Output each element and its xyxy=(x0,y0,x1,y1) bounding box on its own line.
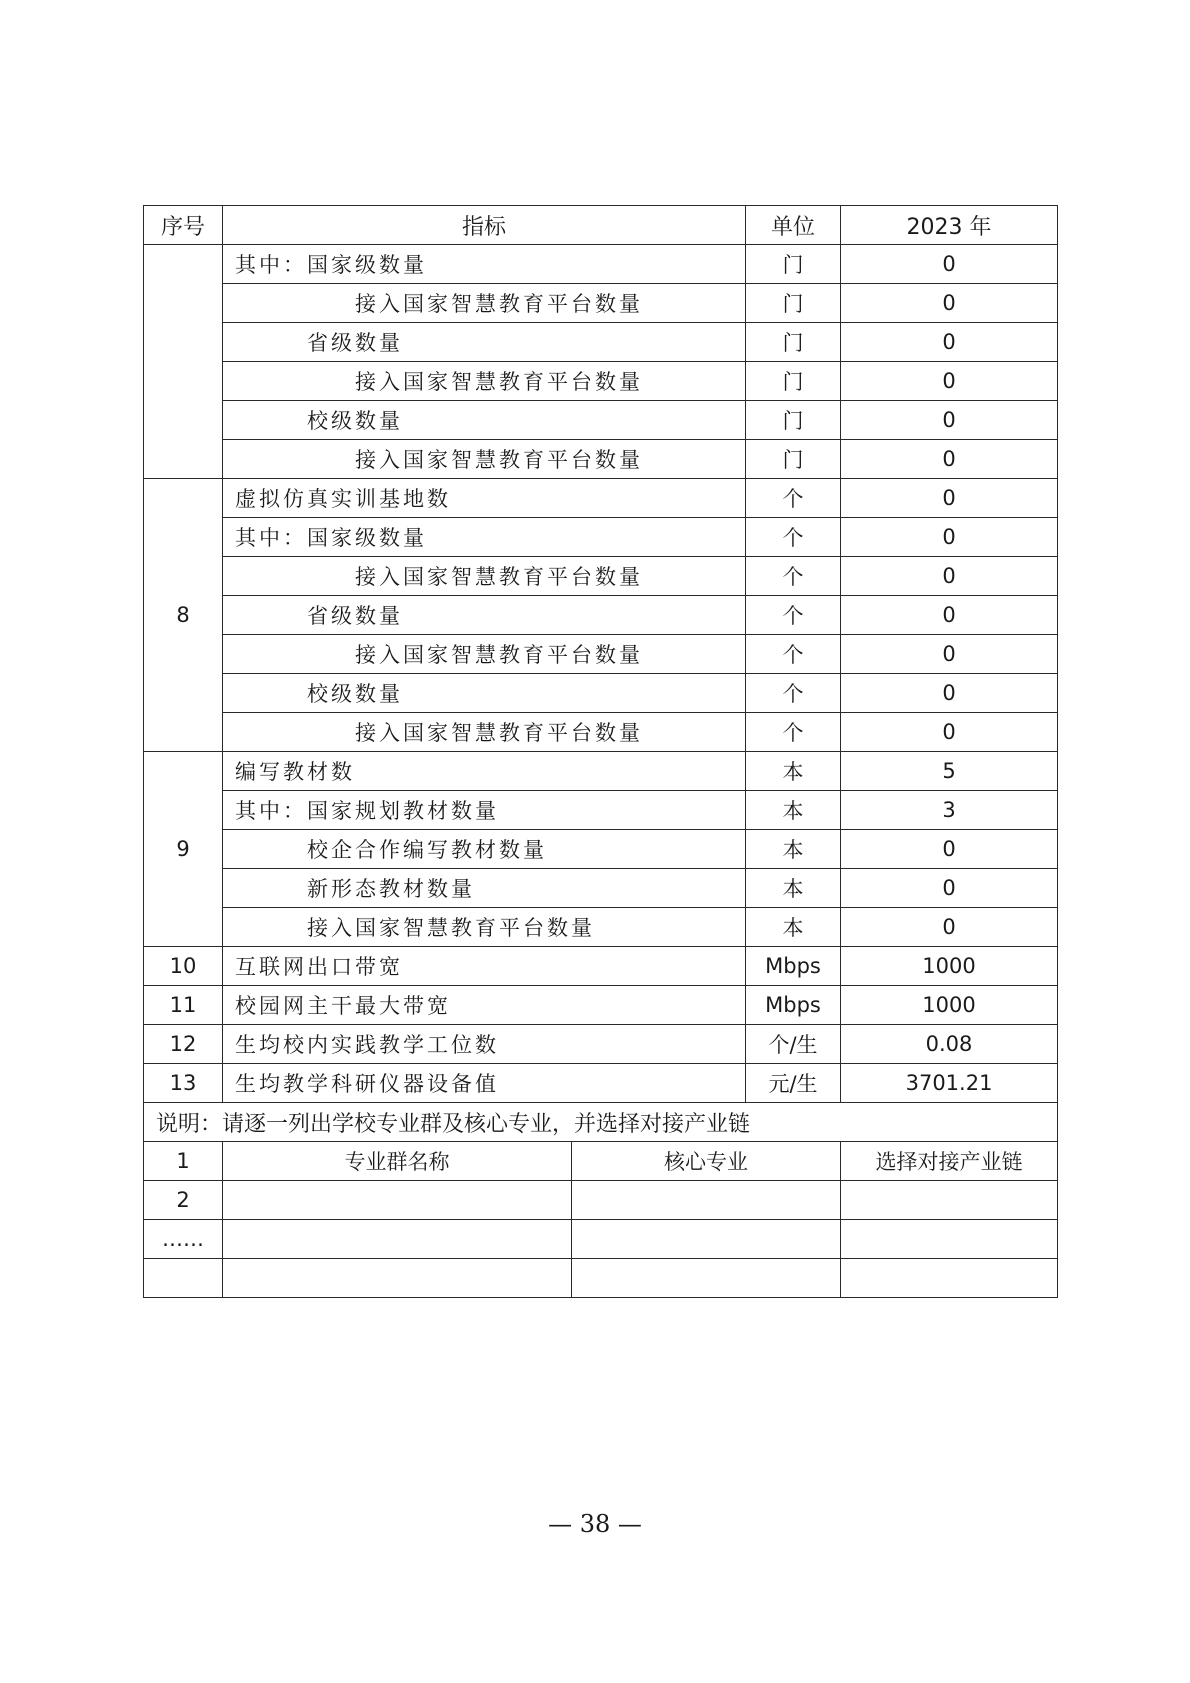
row-unit: 门 xyxy=(746,245,841,284)
row-value: 0 xyxy=(841,674,1058,713)
group-seq: 1 xyxy=(144,1142,223,1181)
row-value: 0 xyxy=(841,635,1058,674)
row-indicator: 接入国家智慧教育平台数量 xyxy=(223,440,746,479)
table-row xyxy=(144,674,1058,713)
table-row xyxy=(144,479,1058,518)
row-unit: 本 xyxy=(746,908,841,947)
row-unit: 本 xyxy=(746,869,841,908)
row-seq: 9 xyxy=(144,752,223,947)
note-row xyxy=(144,1103,1058,1142)
row-seq: 8 xyxy=(144,479,223,752)
group-core-major xyxy=(572,1181,841,1220)
major-group-rows xyxy=(144,1103,1058,1298)
row-value: 1000 xyxy=(841,986,1058,1025)
row-value: 0 xyxy=(841,518,1058,557)
header-seq: 序号 xyxy=(144,206,223,245)
row-indicator: 生均教学科研仪器设备值 xyxy=(223,1064,746,1103)
row-indicator: 接入国家智慧教育平台数量 xyxy=(223,557,746,596)
row-seq: 12 xyxy=(144,1025,223,1064)
row-unit: 门 xyxy=(746,284,841,323)
group-row xyxy=(144,1181,1058,1220)
row-value: 1000 xyxy=(841,947,1058,986)
row-seq: 13 xyxy=(144,1064,223,1103)
row-indicator: 省级数量 xyxy=(223,596,746,635)
row-indicator: 新形态教材数量 xyxy=(223,869,746,908)
row-indicator: 校级数量 xyxy=(223,401,746,440)
table-row xyxy=(144,869,1058,908)
row-indicator: 其中：国家规划教材数量 xyxy=(223,791,746,830)
table-row xyxy=(144,830,1058,869)
group-industry-chain xyxy=(841,1181,1058,1220)
table-row xyxy=(144,596,1058,635)
row-unit: Mbps xyxy=(746,986,841,1025)
table-row xyxy=(144,947,1058,986)
row-unit: 个 xyxy=(746,674,841,713)
header-indicator: 指标 xyxy=(223,206,746,245)
group-row xyxy=(144,1142,1058,1181)
row-value: 0.08 xyxy=(841,1025,1058,1064)
table-row xyxy=(144,518,1058,557)
table-row xyxy=(144,284,1058,323)
table-row xyxy=(144,557,1058,596)
row-indicator: 接入国家智慧教育平台数量 xyxy=(223,635,746,674)
row-value: 0 xyxy=(841,440,1058,479)
table-row xyxy=(144,245,1058,284)
row-value: 0 xyxy=(841,557,1058,596)
row-indicator: 互联网出口带宽 xyxy=(223,947,746,986)
row-unit: 个 xyxy=(746,518,841,557)
group-seq: …… xyxy=(144,1220,223,1259)
row-value: 0 xyxy=(841,401,1058,440)
row-unit: Mbps xyxy=(746,947,841,986)
header-year: 2023 年 xyxy=(841,206,1058,245)
table-row xyxy=(144,908,1058,947)
row-unit: 个 xyxy=(746,635,841,674)
row-unit: 本 xyxy=(746,752,841,791)
row-seq: 10 xyxy=(144,947,223,986)
row-unit: 个 xyxy=(746,557,841,596)
table-row xyxy=(144,635,1058,674)
row-value: 0 xyxy=(841,908,1058,947)
indicator-rows xyxy=(144,245,1058,1103)
group-industry-chain: 选择对接产业链 xyxy=(841,1142,1058,1181)
note-text: 说明：请逐一列出学校专业群及核心专业，并选择对接产业链 xyxy=(144,1103,1058,1142)
row-value: 0 xyxy=(841,596,1058,635)
group-industry-chain xyxy=(841,1259,1058,1298)
row-unit: 本 xyxy=(746,791,841,830)
group-row xyxy=(144,1220,1058,1259)
header-row xyxy=(144,206,1058,245)
row-unit: 个/生 xyxy=(746,1025,841,1064)
row-unit: 个 xyxy=(746,713,841,752)
row-value: 0 xyxy=(841,830,1058,869)
row-indicator: 生均校内实践教学工位数 xyxy=(223,1025,746,1064)
group-name xyxy=(223,1259,572,1298)
row-unit: 个 xyxy=(746,596,841,635)
group-seq: 2 xyxy=(144,1181,223,1220)
row-indicator: 校园网主干最大带宽 xyxy=(223,986,746,1025)
group-core-major xyxy=(572,1259,841,1298)
table-row xyxy=(144,791,1058,830)
row-indicator: 省级数量 xyxy=(223,323,746,362)
group-row xyxy=(144,1259,1058,1298)
row-indicator: 编写教材数 xyxy=(223,752,746,791)
row-indicator: 其中：国家级数量 xyxy=(223,245,746,284)
row-indicator: 校级数量 xyxy=(223,674,746,713)
table-row xyxy=(144,362,1058,401)
row-value: 0 xyxy=(841,284,1058,323)
indicator-table xyxy=(143,205,1058,1298)
row-unit: 本 xyxy=(746,830,841,869)
group-name xyxy=(223,1220,572,1259)
row-indicator: 接入国家智慧教育平台数量 xyxy=(223,284,746,323)
row-unit: 门 xyxy=(746,440,841,479)
table-row xyxy=(144,401,1058,440)
table-row xyxy=(144,440,1058,479)
page-number: — 38 — xyxy=(548,1510,642,1538)
table-row xyxy=(144,752,1058,791)
group-name xyxy=(223,1181,572,1220)
group-core-major xyxy=(572,1220,841,1259)
row-unit: 门 xyxy=(746,362,841,401)
row-indicator: 接入国家智慧教育平台数量 xyxy=(223,908,746,947)
row-indicator: 接入国家智慧教育平台数量 xyxy=(223,713,746,752)
row-value: 5 xyxy=(841,752,1058,791)
group-core-major: 核心专业 xyxy=(572,1142,841,1181)
row-unit: 门 xyxy=(746,323,841,362)
row-value: 0 xyxy=(841,713,1058,752)
row-unit: 元/生 xyxy=(746,1064,841,1103)
row-value: 0 xyxy=(841,323,1058,362)
row-seq: 11 xyxy=(144,986,223,1025)
group-industry-chain xyxy=(841,1220,1058,1259)
row-value: 3701.21 xyxy=(841,1064,1058,1103)
row-value: 0 xyxy=(841,869,1058,908)
group-name: 专业群名称 xyxy=(223,1142,572,1181)
row-indicator: 其中：国家级数量 xyxy=(223,518,746,557)
row-seq xyxy=(144,245,223,479)
row-indicator: 虚拟仿真实训基地数 xyxy=(223,479,746,518)
row-value: 0 xyxy=(841,245,1058,284)
row-indicator: 接入国家智慧教育平台数量 xyxy=(223,362,746,401)
table-row xyxy=(144,323,1058,362)
group-seq xyxy=(144,1259,223,1298)
table-row xyxy=(144,713,1058,752)
table-row xyxy=(144,1064,1058,1103)
row-value: 0 xyxy=(841,479,1058,518)
table-row xyxy=(144,1025,1058,1064)
table-row xyxy=(144,986,1058,1025)
row-indicator: 校企合作编写教材数量 xyxy=(223,830,746,869)
row-value: 3 xyxy=(841,791,1058,830)
header-unit: 单位 xyxy=(746,206,841,245)
row-unit: 门 xyxy=(746,401,841,440)
row-value: 0 xyxy=(841,362,1058,401)
row-unit: 个 xyxy=(746,479,841,518)
